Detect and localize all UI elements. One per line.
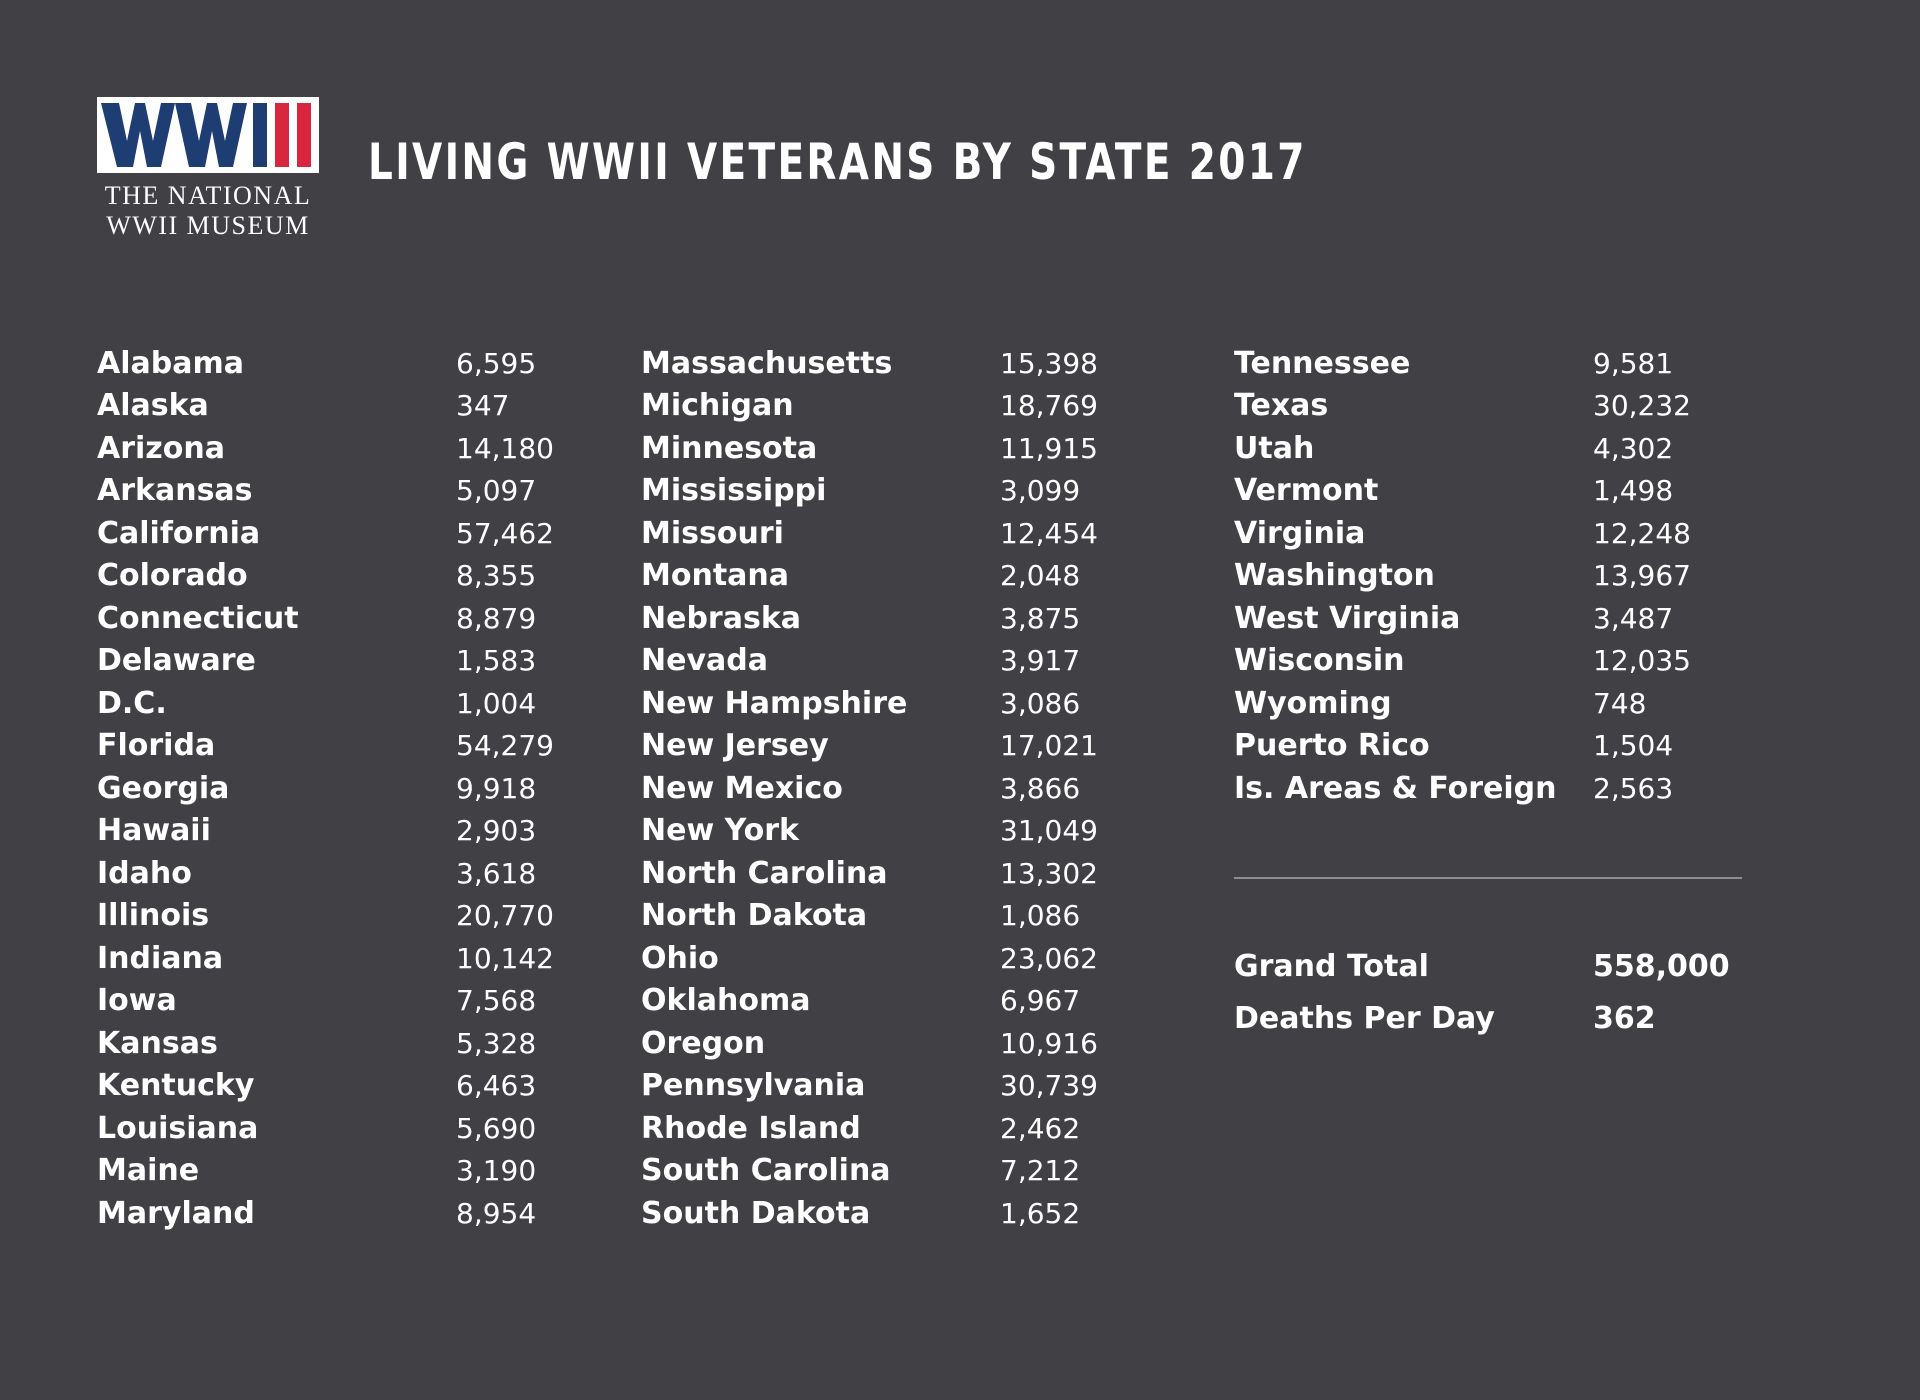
state-row	[1234, 342, 1674, 385]
state-row	[641, 1065, 1098, 1108]
state-name: Alaska	[97, 388, 209, 424]
state-row	[1234, 725, 1674, 768]
state-name: South Dakota	[641, 1195, 871, 1231]
veteran-count: 15,398	[1000, 346, 1098, 380]
state-name: Ohio	[641, 940, 719, 976]
veteran-count: 3,190	[456, 1154, 537, 1188]
state-name: Oklahoma	[641, 983, 811, 1019]
veteran-count: 23,062	[1000, 941, 1098, 975]
veteran-count: 5,690	[456, 1111, 537, 1145]
state-name: New Jersey	[641, 728, 829, 764]
state-row	[97, 342, 537, 385]
state-row	[641, 342, 1098, 385]
grand-total-row	[1234, 940, 1730, 992]
state-name: North Carolina	[641, 855, 888, 891]
veteran-count: 1,652	[1000, 1196, 1081, 1230]
state-name: Vermont	[1234, 473, 1379, 509]
state-row	[641, 555, 1081, 598]
veteran-count: 1,498	[1593, 474, 1674, 508]
state-row	[97, 682, 537, 725]
state-name: Georgia	[97, 770, 230, 806]
state-row	[1234, 682, 1647, 725]
state-name: Wyoming	[1234, 685, 1392, 721]
state-row	[1234, 512, 1691, 555]
veteran-count: 2,462	[1000, 1111, 1081, 1145]
state-row	[97, 512, 554, 555]
veteran-count: 7,212	[1000, 1154, 1081, 1188]
state-name: Indiana	[97, 940, 224, 976]
state-name: West Virginia	[1234, 600, 1461, 636]
veteran-count: 12,454	[1000, 516, 1098, 550]
state-name: Connecticut	[97, 600, 299, 636]
state-name: Delaware	[97, 643, 256, 679]
veteran-count: 54,279	[456, 729, 554, 763]
state-name: New York	[641, 813, 799, 849]
state-row	[97, 1192, 537, 1235]
logo-i-2	[275, 103, 289, 167]
state-row	[641, 1192, 1081, 1235]
veteran-count: 17,021	[1000, 729, 1098, 763]
state-row	[97, 555, 537, 598]
veteran-count: 2,563	[1593, 771, 1674, 805]
state-name: South Carolina	[641, 1153, 891, 1189]
state-name: Kansas	[97, 1025, 218, 1061]
state-name: Maine	[97, 1153, 200, 1189]
state-name: New Mexico	[641, 770, 843, 806]
state-name: Hawaii	[97, 813, 211, 849]
veteran-count: 13,967	[1593, 559, 1691, 593]
wwii-logo-graphic	[97, 97, 319, 173]
state-row	[641, 512, 1098, 555]
state-name: Arizona	[97, 430, 225, 466]
divider-line	[1234, 877, 1742, 879]
state-name: Alabama	[97, 345, 244, 381]
state-row	[641, 1150, 1081, 1193]
deaths-per-day-row	[1234, 992, 1656, 1044]
state-name: Tennessee	[1234, 345, 1411, 381]
veteran-count: 3,917	[1000, 644, 1081, 678]
grand-total-label: Grand Total	[1234, 948, 1429, 984]
state-name: Pennsylvania	[641, 1068, 866, 1104]
state-row	[1234, 640, 1691, 683]
veteran-count: 3,086	[1000, 686, 1081, 720]
state-row	[97, 980, 537, 1023]
state-name: Idaho	[97, 855, 192, 891]
state-name: D.C.	[97, 685, 167, 721]
state-row	[641, 725, 1098, 768]
veteran-count: 1,086	[1000, 899, 1081, 933]
state-row	[1234, 597, 1674, 640]
state-name: Maryland	[97, 1195, 255, 1231]
veteran-count: 3,487	[1593, 601, 1674, 635]
veteran-count: 20,770	[456, 899, 554, 933]
state-row	[97, 470, 537, 513]
state-row	[97, 937, 554, 980]
state-name: New Hampshire	[641, 685, 908, 721]
veteran-count: 1,004	[456, 686, 537, 720]
state-row	[1234, 470, 1674, 513]
veteran-count: 748	[1593, 686, 1647, 720]
state-name: California	[97, 515, 261, 551]
veteran-count: 30,739	[1000, 1069, 1098, 1103]
state-row	[97, 1150, 537, 1193]
veteran-count: 10,916	[1000, 1026, 1098, 1060]
state-row	[641, 597, 1081, 640]
state-name: Massachusetts	[641, 345, 893, 381]
veteran-count: 31,049	[1000, 814, 1098, 848]
veteran-count: 3,618	[456, 856, 537, 890]
veteran-count: 5,097	[456, 474, 537, 508]
deaths-per-day-label: Deaths Per Day	[1234, 1000, 1495, 1036]
state-row	[97, 895, 554, 938]
state-row	[641, 427, 1098, 470]
state-name: Montana	[641, 558, 790, 594]
veteran-count: 6,463	[456, 1069, 537, 1103]
state-column-3	[1234, 342, 1691, 810]
state-row	[97, 385, 510, 428]
state-name: Oregon	[641, 1025, 766, 1061]
veteran-count: 11,915	[1000, 431, 1098, 465]
veteran-count: 13,302	[1000, 856, 1098, 890]
state-row	[641, 385, 1098, 428]
veteran-count: 6,595	[456, 346, 537, 380]
veteran-count: 8,954	[456, 1196, 537, 1230]
state-name: Mississippi	[641, 473, 827, 509]
state-column-2	[641, 342, 1098, 1235]
state-row	[97, 852, 537, 895]
state-name: Minnesota	[641, 430, 818, 466]
veteran-count: 3,866	[1000, 771, 1081, 805]
state-name: Iowa	[97, 983, 177, 1019]
veteran-count: 12,248	[1593, 516, 1691, 550]
state-row	[641, 1107, 1081, 1150]
veteran-count: 1,583	[456, 644, 537, 678]
state-row	[641, 682, 1081, 725]
state-row	[1234, 385, 1691, 428]
state-row	[641, 980, 1081, 1023]
state-row	[641, 852, 1098, 895]
state-row	[1234, 555, 1691, 598]
state-name: Puerto Rico	[1234, 728, 1430, 764]
state-name: Nebraska	[641, 600, 802, 636]
logo-line-1: THE NATIONAL	[104, 181, 312, 210]
veteran-count: 12,035	[1593, 644, 1691, 678]
veteran-count: 5,328	[456, 1026, 537, 1060]
state-name: Kentucky	[97, 1068, 255, 1104]
veteran-count: 1,504	[1593, 729, 1674, 763]
state-name: Illinois	[97, 898, 210, 934]
state-row	[641, 937, 1098, 980]
veteran-count: 14,180	[456, 431, 554, 465]
veteran-count: 4,302	[1593, 431, 1674, 465]
state-row	[97, 1065, 537, 1108]
veteran-count: 10,142	[456, 941, 554, 975]
state-name: Colorado	[97, 558, 248, 594]
state-name: Michigan	[641, 388, 794, 424]
state-row	[641, 640, 1081, 683]
veteran-count: 3,099	[1000, 474, 1081, 508]
state-row	[1234, 767, 1674, 810]
state-name: Utah	[1234, 430, 1315, 466]
state-name: Wisconsin	[1234, 643, 1405, 679]
totals-section	[1234, 940, 1730, 1044]
page-title: LIVING WWII VETERANS BY STATE 2017	[368, 133, 1307, 191]
veteran-count: 9,918	[456, 771, 537, 805]
veteran-count: 3,875	[1000, 601, 1081, 635]
state-row	[641, 470, 1081, 513]
grand-total-value: 558,000	[1593, 948, 1730, 984]
state-column-1	[97, 342, 554, 1235]
state-name: Florida	[97, 728, 216, 764]
state-row	[97, 725, 554, 768]
state-name: Texas	[1234, 388, 1329, 424]
state-row	[97, 810, 537, 853]
veteran-count: 6,967	[1000, 984, 1081, 1018]
veteran-count: 8,879	[456, 601, 537, 635]
veteran-count: 347	[456, 389, 510, 423]
state-row	[97, 640, 537, 683]
state-name: Washington	[1234, 558, 1435, 594]
veteran-count: 2,048	[1000, 559, 1081, 593]
veteran-count: 2,903	[456, 814, 537, 848]
state-row	[641, 1022, 1098, 1065]
state-name: Missouri	[641, 515, 784, 551]
state-row	[97, 1107, 537, 1150]
logo-i-1	[253, 103, 267, 167]
state-name: Louisiana	[97, 1110, 259, 1146]
veteran-count: 30,232	[1593, 389, 1691, 423]
state-row	[641, 767, 1081, 810]
veteran-count: 8,355	[456, 559, 537, 593]
veteran-count: 7,568	[456, 984, 537, 1018]
veteran-count: 57,462	[456, 516, 554, 550]
veteran-count: 9,581	[1593, 346, 1674, 380]
state-name: Is. Areas & Foreign	[1234, 770, 1557, 806]
state-row	[97, 1022, 537, 1065]
logo-mark	[97, 97, 319, 173]
state-row	[97, 427, 554, 470]
state-name: Rhode Island	[641, 1110, 861, 1146]
museum-logo	[97, 97, 319, 241]
state-name: Nevada	[641, 643, 768, 679]
state-name: North Dakota	[641, 898, 868, 934]
state-row	[97, 597, 537, 640]
state-row	[641, 895, 1081, 938]
logo-i-3	[297, 103, 311, 167]
state-row	[641, 810, 1098, 853]
logo-line-2: WWII MUSEUM	[106, 211, 310, 240]
logo-text	[97, 181, 319, 241]
state-name: Arkansas	[97, 473, 253, 509]
deaths-per-day-value: 362	[1593, 1000, 1656, 1036]
state-row	[1234, 427, 1674, 470]
veteran-count: 18,769	[1000, 389, 1098, 423]
state-name: Virginia	[1234, 515, 1366, 551]
state-row	[97, 767, 537, 810]
